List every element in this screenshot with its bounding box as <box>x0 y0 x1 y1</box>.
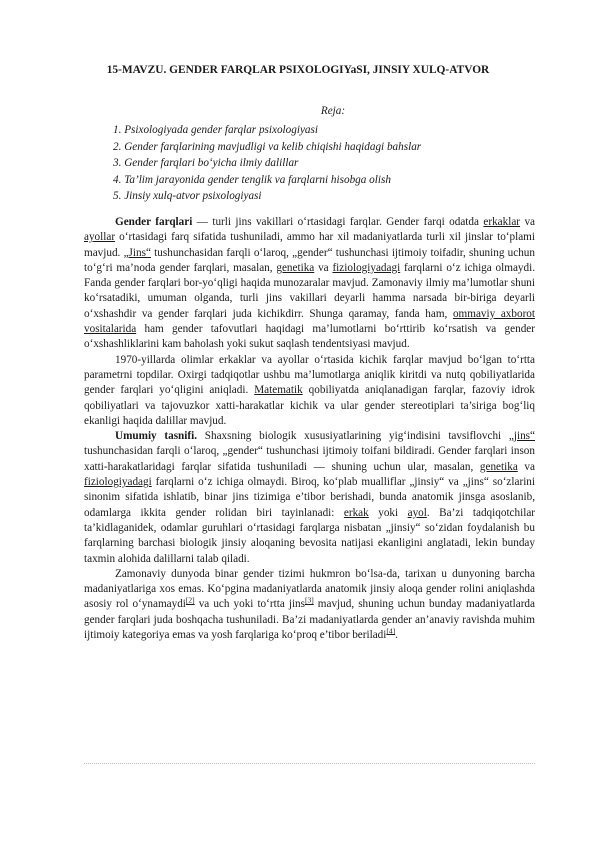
link-fiziologiyadagi[interactable]: fiziologiyadagi <box>84 476 152 489</box>
link-jins[interactable]: „Jins“ <box>123 246 151 259</box>
text-run: Shaxsning biologik xususiyatlarining yig‘indisini tavsiflovchi <box>197 430 509 443</box>
text-run: va uch yoki to‘rtta jins <box>194 598 305 611</box>
link-ayol[interactable]: ayol <box>407 506 427 519</box>
page-title: 15-MAVZU. GENDER FARQLAR PSIXOLOGIYaSI, JINSIY XULQ-ATVOR <box>106 64 490 76</box>
term-bold: Umumiy tasnifi. <box>115 430 198 443</box>
text-run: yoki <box>368 506 408 519</box>
plan-list <box>113 122 533 205</box>
plan-item: 4. Ta’lim jarayonida gender tenglik va farqlarni hisobga olish <box>113 173 391 186</box>
text-run: o‘rtasidagi farq sifatida tushuniladi, ammo har xil madaniyatlarda turli xil jinslar to‘plami mavjud. <box>84 231 535 259</box>
link-genetika[interactable]: genetika <box>276 261 315 274</box>
link-erkak[interactable]: erkak <box>343 506 369 519</box>
plan-item: 2. Gender farqlarining mavjudligi va kelib chiqishi haqidagi bahslar <box>113 140 422 153</box>
footnote-ref[interactable]: [4] <box>386 626 396 636</box>
plan-heading-row <box>0 104 596 119</box>
paragraph-modern-world <box>84 567 535 643</box>
paragraph-1970s <box>84 353 535 429</box>
link-fiziologiyadagi[interactable]: fiziologiyadagi <box>332 261 401 274</box>
plan-item: 3. Gender farqlari bo‘yicha ilmiy dalillar <box>113 157 299 170</box>
link-ayollar[interactable]: ayollar <box>84 231 116 244</box>
text-run: . <box>395 629 398 642</box>
text-run: va <box>314 261 333 274</box>
plan-item: 5. Jinsiy xulq-atvor psixologiyasi <box>113 190 262 203</box>
text-run: ham gender tafovutlari haqidagi ma’lumotlarni bo‘rttirib ko‘rsatish va gender o‘xshashliklarini kam baholash yoki sukut saqlash tendentsiyasi mavjud. <box>84 323 535 351</box>
text-run: tushunchasidan farqli o‘laroq, „gender“ tushunchasi ijtimoiy toifadir, shuning uchun to‘g‘ri ma’noda gender farqlari, masalan, <box>84 246 535 274</box>
bottom-divider <box>84 763 535 764</box>
link-matematik[interactable]: Matematik <box>254 384 303 397</box>
text-run: farqlarni o‘z ichiga olmaydi. Fanda gender farqlari bor-yo‘qligi haqida munozaralar mavjud. Zamonaviy ilmiy ma’lumotlar shuni ko‘rsatadiki, umuman olganda, turli jins vakillari deyarli hamma narsada bir-biriga deyarli o‘xshashdir va gender farqlari juda kichikdirr. Shunga qaramay, fanda ham, <box>84 261 536 320</box>
text-run: va <box>520 216 535 228</box>
footnote-ref[interactable]: [2] <box>185 595 195 605</box>
text-run: mavjud, shuning uchun bunday madaniyatlarda gender farqlari juda boshqacha tushuniladi. Ba’zi madaniyatlarda gender an’anaviy ravishda muhim ijtimoiy kategoriya emas va yosh farqlariga ko‘proq e’tibor beriladi <box>84 598 535 642</box>
text-run: qobiliyatda aniqlanadigan farqlar, fazoviy idrok qobiliyatlari va tajovuzkor xatti-harakatlar kichik va ular gender stereotiplari ta’siriga bog‘liq ekanligi haqida dalillar mavjud. <box>84 384 535 427</box>
text-run: tushunchasidan farqli o‘laroq, „gender“ tushunchasi ijtimoiy toifani bildiradi. Gender farqlari inson xatti-harakatlaridagi farqlar sifatida tushuniladi — shuning uchun ular, masalan, <box>84 445 535 473</box>
paragraph-gender-differences <box>84 215 535 353</box>
text-run: 1970-yillarda olimlar erkaklar va ayollar o‘rtasida kichik farqlar mavjud bo‘lgan to‘rtta parametrni topdilar. Oxirgi tadqiqotlar ushbu ma’lumotlarga aniqlik kiritdi va nutq qobiliyatlarida gender farqlari yo‘qligini aniqladi. <box>84 353 535 397</box>
plan-heading: Reja: <box>320 105 346 117</box>
link-ommaviy-axborot[interactable]: ommaviy axborot vositalarida <box>84 307 536 336</box>
paragraph-classification <box>84 429 535 567</box>
link-genetika[interactable]: genetika <box>479 460 518 473</box>
text-run: Zamonaviy dunyoda binar gender tizimi hukmron bo‘lsa-da, tarixan u dunyoning barcha madaniyatlariga xos emas. Ko‘pgina madaniyatlarda anatomik jinsiy aloqa gender rolini aniqlashda asosiy rol o‘ynamaydi <box>84 567 535 611</box>
body-text <box>84 215 535 643</box>
text-run: — turli jins vakillari o‘rtasidagi farqlar. Gender farqi odatda <box>192 216 484 228</box>
link-erkaklar[interactable]: erkaklar <box>483 216 521 228</box>
footnote-ref[interactable]: [3] <box>305 595 314 605</box>
text-run: farqlarni o‘z ichiga olmaydi. Biroq, ko‘plab mualliflar „jinsiy“ va „jins“ so‘zlarini sinonim sifatida ishlatib, binar jins tizimiga e’tibor berishadi, bunda anatomik jinsga asoslanib, odamlarga ikkita gender rolidan biri tayinlanadi: <box>84 476 535 519</box>
term-bold: Gender farqlari <box>115 216 193 228</box>
plan-item: 1. Psixologiyada gender farqlar psixologiyasi <box>113 124 318 136</box>
link-jins[interactable]: „jins“ <box>508 430 535 443</box>
text-run: va <box>517 460 535 473</box>
text-run: . Ba’zi tadqiqotchilar ta’kidlaganidek, odamlar guruhlari o‘rtasidagi farqlarga nisbatan „jinsiy“ so‘zidan foydalanish bu farqlarning barchasi biologik jinsiy aloqaning bevosita natijasi ekanligini anglatadi, lekin bunday taxmin alohida dalillarni talab qiladi. <box>84 506 536 565</box>
